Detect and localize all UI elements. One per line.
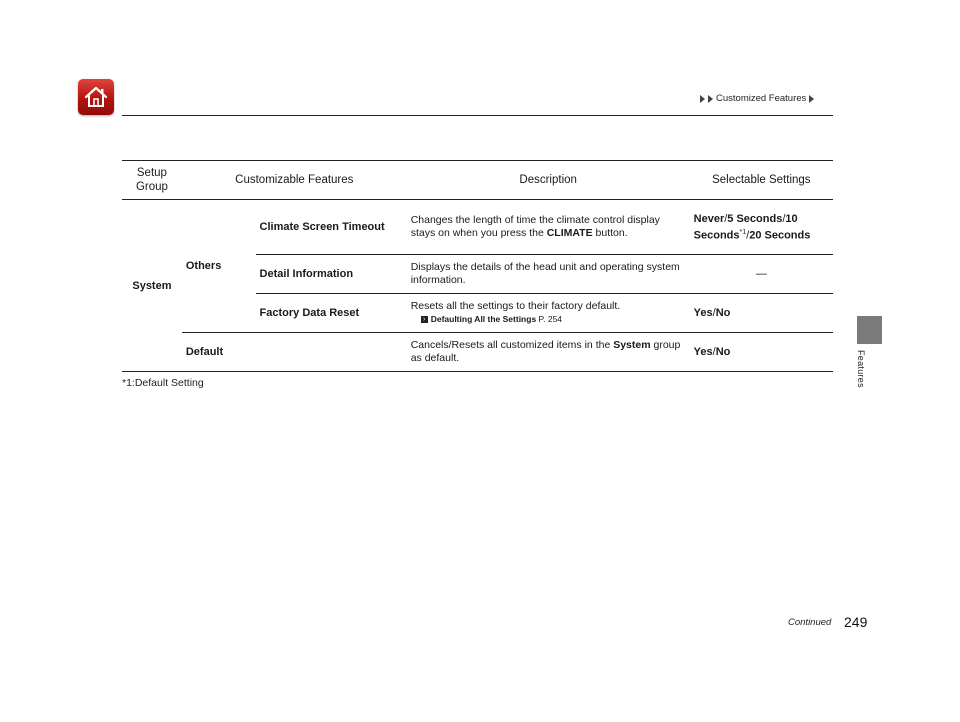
header-description: Description — [407, 161, 690, 200]
section-tab[interactable] — [857, 316, 882, 344]
section-label: Features — [856, 350, 866, 388]
feature-name: Factory Data Reset — [256, 294, 407, 333]
feature-description: Displays the details of the head unit and operating system information. — [407, 255, 690, 294]
feature-name: Detail Information — [256, 255, 407, 294]
breadcrumb-arrow-icon — [708, 95, 713, 103]
header-setup-group: Setup Group — [122, 161, 182, 200]
breadcrumb-item[interactable]: Customized Features — [716, 93, 807, 104]
setup-group-cell: System — [122, 200, 182, 372]
home-icon — [83, 85, 109, 109]
page-number: 249 — [844, 614, 868, 630]
table-header-row — [122, 161, 833, 200]
reference-arrow-icon: › — [421, 316, 428, 323]
cross-reference-link[interactable]: › Defaulting All the Settings P. 254 — [421, 313, 686, 326]
header-customizable-features: Customizable Features — [182, 161, 407, 200]
continued-label: Continued — [788, 617, 832, 628]
breadcrumb — [700, 93, 814, 104]
breadcrumb-arrow-icon — [809, 95, 814, 103]
selectable-settings: Yes/No — [690, 333, 833, 372]
header-divider — [122, 115, 833, 116]
table-row — [122, 200, 833, 255]
settings-table — [122, 160, 833, 372]
feature-description: Cancels/Resets all customized items in the System group as default. — [407, 333, 690, 372]
subgroup-cell: Others — [182, 200, 256, 333]
breadcrumb-arrow-icon — [700, 95, 705, 103]
selectable-settings: Never/5 Seconds/10 Seconds$^{*1}$/20 Seconds — [690, 200, 833, 255]
feature-name: Climate Screen Timeout — [256, 200, 407, 255]
footnote: *1:Default Setting — [122, 377, 204, 389]
feature-description: Resets all the settings to their factory default. › Defaulting All the Settings P. 254 — [407, 294, 690, 333]
table-row — [122, 333, 833, 372]
home-button[interactable] — [78, 79, 114, 115]
selectable-settings: — — [690, 255, 833, 294]
feature-name: Default — [182, 333, 407, 372]
feature-description: Changes the length of time the climate control display stays on when you press the CLIMATE button. — [407, 200, 690, 255]
selectable-settings: Yes/No — [690, 294, 833, 333]
header-selectable-settings: Selectable Settings — [690, 161, 833, 200]
